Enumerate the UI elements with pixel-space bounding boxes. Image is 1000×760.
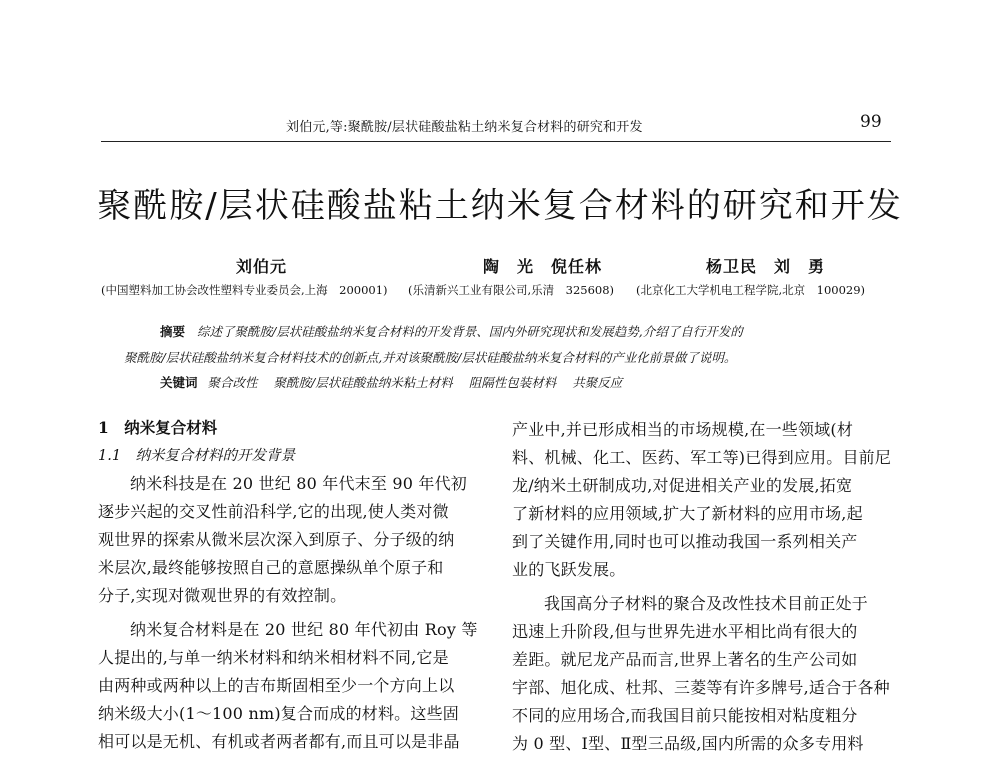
keyword-3: 阻隔性包装材料 [468,375,557,390]
right-line-9: 差距。就尼龙产品而言,世界上著名的生产公司如 [512,650,858,669]
right-line-3: 龙/纳米土研制成功,对促进相关产业的发展,拓宽 [512,476,853,495]
abstract-text-2: 聚酰胺/层状硅酸盐纳米复合材料技术的创新点,并对该聚酰胺/层状硅酸盐纳米复合材料的产业化前景做了说明。 [124,350,737,365]
keywords-label: 关键词 [160,375,198,390]
left-line-7: 人提出的,与单一纳米材料和纳米相材料不同,它是 [98,648,449,667]
keyword-2: 聚酰胺/层状硅酸盐纳米粘土材料 [273,375,453,390]
left-line-9: 纳米级大小(1～100 nm)复合而成的材料。这些固 [98,704,459,723]
right-line-10: 宇部、旭化成、杜邦、三菱等有许多牌号,适合于各种 [512,678,890,697]
abstract-line-1 [160,322,743,340]
article-title: 聚酰胺/层状硅酸盐粘土纳米复合材料的研究和开发 [97,186,903,226]
affiliation-2: (乐清新兴工业有限公司,乐清 325608) [408,283,615,297]
left-line-6: 纳米复合材料是在 20 世纪 80 年代初由 Roy 等 [130,620,478,639]
right-line-11: 不同的应用场合,而我国目前只能按相对粘度粗分 [512,706,858,725]
author-1: 刘伯元 [236,257,288,276]
left-line-4: 米层次,最终能够按照自己的意愿操纵单个原子和 [98,558,444,577]
right-line-2: 料、机械、化工、医药、军工等)已得到应用。目前尼 [512,448,892,467]
right-line-1: 产业中,并已形成相当的市场规模,在一些领域(材 [512,420,854,439]
left-line-1: 纳米科技是在 20 世纪 80 年代末至 90 年代初 [130,474,467,493]
keywords-line [160,373,638,391]
keyword-4: 共聚反应 [572,375,623,390]
author-3: 杨卫民 刘 勇 [706,257,826,276]
right-line-8: 迅速上升阶段,但与世界先进水平相比尚有很大的 [512,622,858,641]
left-line-3: 观世界的探索从微米层次深入到原子、分子级的纳 [98,530,455,549]
author-2: 陶 光 倪任林 [483,257,603,276]
abstract-line-2 [124,348,736,366]
running-head: 刘伯元,等:聚酰胺/层状硅酸盐粘土纳米复合材料的研究和开发 [286,120,643,135]
affiliation-1: (中国塑料加工协会改性塑料专业委员会,上海 200001) [101,283,388,297]
header-rule [101,141,891,142]
affiliation-3: (北京化工大学机电工程学院,北京 100029) [636,283,866,297]
left-line-5: 分子,实现对微观世界的有效控制。 [98,586,347,605]
right-line-5: 到了关键作用,同时也可以推动我国一系列相关产 [512,532,858,551]
right-line-7: 我国高分子材料的聚合及改性技术目前正处于 [544,594,869,613]
left-line-2: 逐步兴起的交叉性前沿科学,它的出现,使人类对微 [98,502,449,521]
right-line-12: 为 0 型、Ⅰ型、Ⅱ型三品级,国内所需的众多专用料 [512,734,864,753]
right-line-4: 了新材料的应用领域,扩大了新材料的应用市场,起 [512,504,863,523]
page-number: 99 [860,112,882,132]
left-line-8: 由两种或两种以上的吉布斯固相至少一个方向上以 [98,676,455,695]
keyword-1: 聚合改性 [207,375,258,390]
abstract-label: 摘要 [160,324,186,339]
subsection-heading: 1.1 纳米复合材料的开发背景 [98,448,296,464]
left-line-10: 相可以是无机、有机或者两者都有,而且可以是非晶 [98,732,460,751]
abstract-text-1: 综述了聚酰胺/层状硅酸盐纳米复合材料的开发背景、国内外研究现状和发展趋势,介绍了自行开发的 [197,324,743,339]
right-line-6: 业的飞跃发展。 [512,560,626,579]
section-heading: 1 纳米复合材料 [98,418,218,437]
